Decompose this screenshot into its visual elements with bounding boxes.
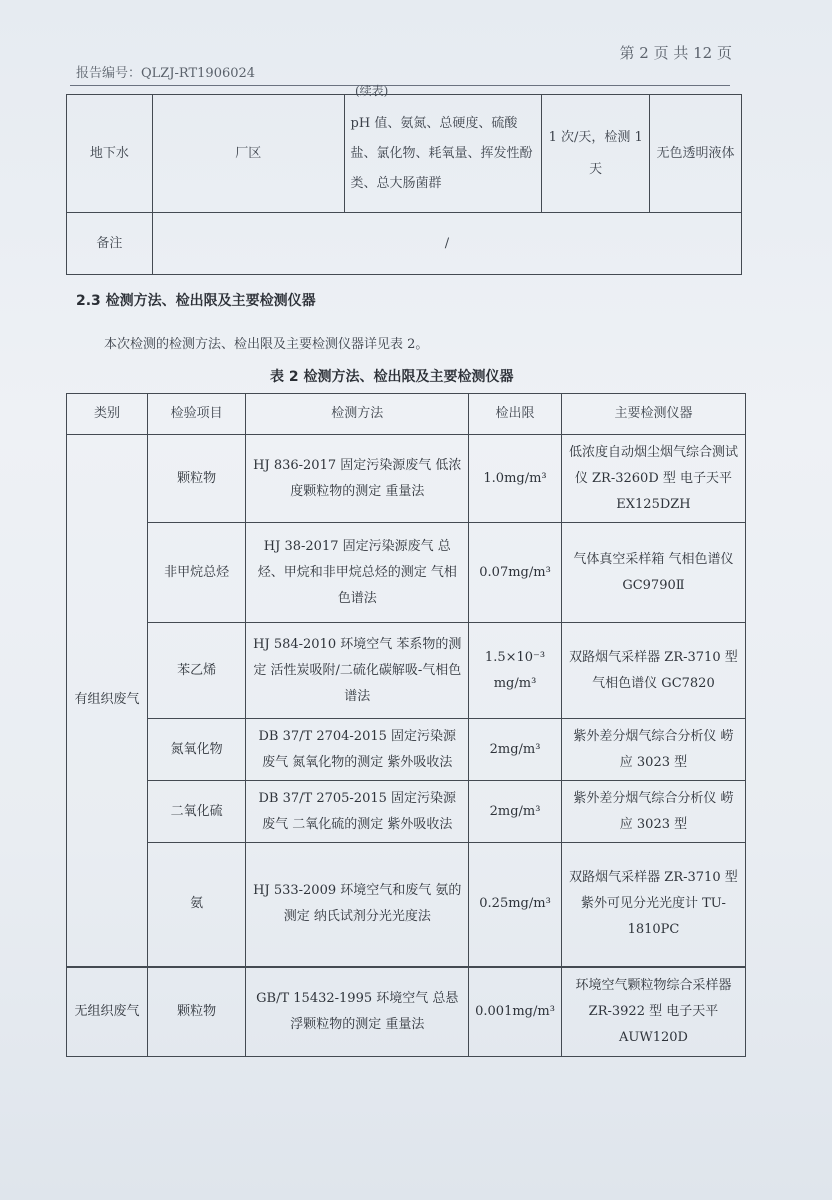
site-cell: 厂区 <box>152 95 344 213</box>
method-cell: HJ 836-2017 固定污染源废气 低浓度颗粒物的测定 重量法 <box>246 435 469 523</box>
table-row <box>67 95 742 213</box>
methods-table <box>66 393 746 1057</box>
header-rule <box>70 85 730 86</box>
item-cell: 非甲烷总烃 <box>147 523 246 623</box>
col-header-instrument: 主要检测仪器 <box>561 394 745 435</box>
col-header-category: 类别 <box>67 394 148 435</box>
col-header-limit: 检出限 <box>469 394 562 435</box>
limit-cell: 0.25mg/m³ <box>469 843 562 967</box>
limit-cell: 1.0mg/m³ <box>469 435 562 523</box>
frequency-cell: 1 次/天，检测 1 天 <box>542 95 650 213</box>
sampling-table-continued <box>66 94 742 275</box>
table-row <box>67 523 746 623</box>
report-number: 报告编号：QLZJ-RT1906024 <box>76 66 256 81</box>
item-cell: 氨 <box>147 843 246 967</box>
table-row <box>67 781 746 843</box>
table-row <box>67 967 746 1057</box>
items-cell: pH 值、氨氮、总硬度、硫酸盐、氯化物、耗氧量、挥发性酚类、总大肠菌群 <box>344 95 542 213</box>
instrument-cell: 紫外差分烟气综合分析仪 崂应 3023 型 <box>561 781 745 843</box>
method-cell: DB 37/T 2705-2015 固定污染源废气 二氧化硫的测定 紫外吸收法 <box>246 781 469 843</box>
method-cell: GB/T 15432-1995 环境空气 总悬浮颗粒物的测定 重量法 <box>246 967 469 1057</box>
limit-cell: 1.5×10⁻³ mg/m³ <box>469 623 562 719</box>
table-row <box>67 435 746 523</box>
table-row <box>67 623 746 719</box>
item-cell: 氮氧化物 <box>147 719 246 781</box>
instrument-cell: 紫外差分烟气综合分析仪 崂应 3023 型 <box>561 719 745 781</box>
limit-cell: 2mg/m³ <box>469 719 562 781</box>
instrument-cell: 双路烟气采样器 ZR-3710 型 气相色谱仪 GC7820 <box>561 623 745 719</box>
appearance-cell: 无色透明液体 <box>650 95 742 213</box>
remarks-label: 备注 <box>67 213 153 275</box>
limit-cell: 0.001mg/m³ <box>469 967 562 1057</box>
remarks-value: / <box>152 213 741 275</box>
page-number: 第 2 页 共 12 页 <box>619 44 732 62</box>
intro-text: 本次检测的检测方法、检出限及主要检测仪器详见表 2。 <box>104 337 429 352</box>
instrument-cell: 气体真空采样箱 气相色谱仪 GC9790Ⅱ <box>561 523 745 623</box>
method-cell: HJ 533-2009 环境空气和废气 氨的测定 纳氏试剂分光光度法 <box>246 843 469 967</box>
instrument-cell: 双路烟气采样器 ZR-3710 型 紫外可见分光光度计 TU-1810PC <box>561 843 745 967</box>
col-header-item: 检验项目 <box>147 394 246 435</box>
col-header-method: 检测方法 <box>246 394 469 435</box>
limit-cell: 2mg/m³ <box>469 781 562 843</box>
group-organized-exhaust: 有组织废气 <box>67 435 148 967</box>
instrument-cell: 低浓度自动烟尘烟气综合测试仪 ZR-3260D 型 电子天平 EX125DZH <box>561 435 745 523</box>
table-row <box>67 213 742 275</box>
category-cell: 地下水 <box>67 95 153 213</box>
group-unorganized-exhaust: 无组织废气 <box>67 967 148 1057</box>
continued-label: (续表) <box>355 84 389 98</box>
method-cell: DB 37/T 2704-2015 固定污染源废气 氮氧化物的测定 紫外吸收法 <box>246 719 469 781</box>
table-row <box>67 843 746 967</box>
instrument-cell: 环境空气颗粒物综合采样器 ZR-3922 型 电子天平 AUW120D <box>561 967 745 1057</box>
table-header-row <box>67 394 746 435</box>
method-cell: HJ 38-2017 固定污染源废气 总烃、甲烷和非甲烷总烃的测定 气相色谱法 <box>246 523 469 623</box>
section-title: 2.3 检测方法、检出限及主要检测仪器 <box>76 293 316 309</box>
item-cell: 颗粒物 <box>147 435 246 523</box>
limit-cell: 0.07mg/m³ <box>469 523 562 623</box>
item-cell: 苯乙烯 <box>147 623 246 719</box>
table-caption: 表 2 检测方法、检出限及主要检测仪器 <box>270 369 514 385</box>
method-cell: HJ 584-2010 环境空气 苯系物的测定 活性炭吸附/二硫化碳解吸-气相色谱法 <box>246 623 469 719</box>
table-row <box>67 719 746 781</box>
item-cell: 颗粒物 <box>147 967 246 1057</box>
item-cell: 二氧化硫 <box>147 781 246 843</box>
